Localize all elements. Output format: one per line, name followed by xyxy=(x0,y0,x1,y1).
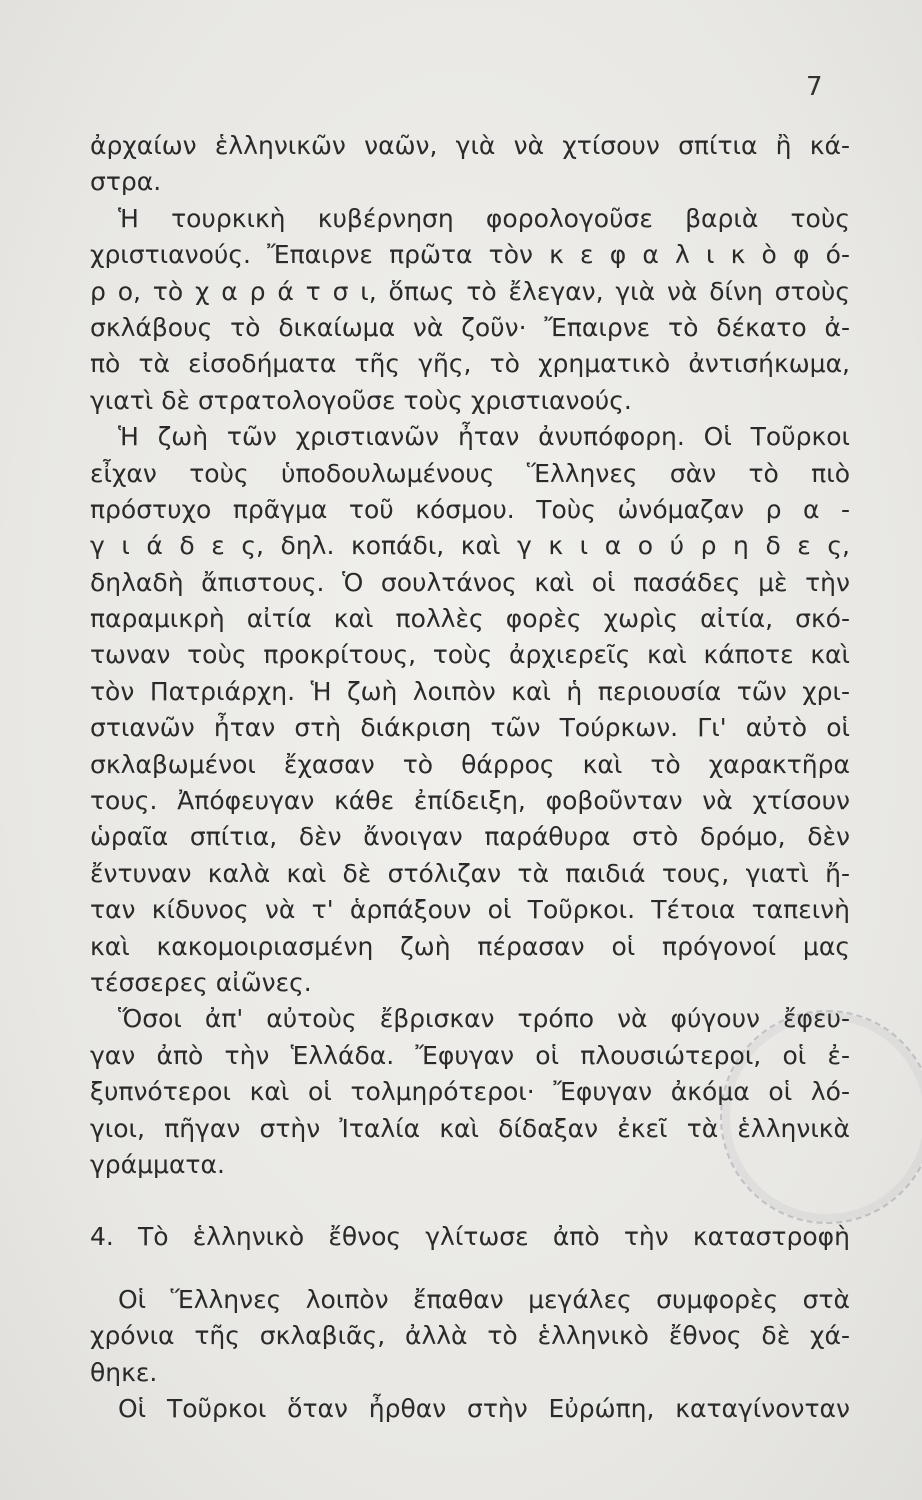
text-line: χρόνια τῆς σκλαβιᾶς, ἀλλὰ τὸ ἑλληνικὸ ἔθνος δὲ χά- xyxy=(90,1321,850,1351)
text-line: Οἱ Τοῦρκοι ὅταν ἦρθαν στὴν Εὐρώπη, καταγίνονταν xyxy=(118,1393,850,1423)
heading-spacer xyxy=(90,1256,850,1282)
text-line: Ἡ τουρκικὴ κυβέρνηση φορολογοῦσε βαριὰ τοὺς xyxy=(118,203,850,233)
text-line: στιανῶν ἦταν στὴ διάκριση τῶν Τούρκων. Γι' αὐτὸ οἱ xyxy=(90,713,850,743)
paragraph-2 xyxy=(90,201,850,419)
text-line: σκλάβους τὸ δικαίωμα νὰ ζοῦν· Ἔπαιρνε τὸ δέκατο ἀ- xyxy=(90,312,850,342)
text-line: χριστιανούς. Ἔπαιρνε πρῶτα τὸν κ ε φ α λ ι κ ὸ φ ό- xyxy=(90,240,850,270)
text-line: τωναν τοὺς προκρίτους, τοὺς ἀρχιερεῖς καὶ κάποτε καὶ xyxy=(90,640,850,670)
text-line: ρ ο, τὸ χ α ρ ά τ σ ι, ὅπως τὸ ἔλεγαν, γιὰ νὰ δίνη στοὺς xyxy=(90,276,850,306)
text-line: γιοι, πῆγαν στὴν Ἰταλία καὶ δίδαξαν ἐκεῖ τὰ ἑλληνικὰ xyxy=(90,1113,850,1143)
text-line: γ ι ά δ ε ς, δηλ. κοπάδι, καὶ γ κ ι α ο ύ ρ η δ ε ς, xyxy=(90,531,850,561)
text-line: ἔντυναν καλὰ καὶ δὲ στόλιζαν τὰ παιδιά τους, γιατὶ ἤ- xyxy=(90,858,850,888)
paragraph-3 xyxy=(90,419,850,1001)
text-line: τους. Ἀπόφευγαν κάθε ἐπίδειξη, φοβοῦνταν νὰ χτίσουν xyxy=(90,786,850,816)
text-line: δηλαδὴ ἄπιστους. Ὁ σουλτάνος καὶ οἱ πασάδες μὲ τὴν xyxy=(90,567,850,597)
text-line: θηκε. xyxy=(90,1357,158,1387)
paragraph-4 xyxy=(90,1001,850,1183)
text-line: γιατὶ δὲ στρατολογοῦσε τοὺς χριστιανούς. xyxy=(90,385,632,415)
text-line: στρα. xyxy=(90,167,162,197)
text-line: γράμματα. xyxy=(90,1149,225,1179)
text-line: εἶχαν τοὺς ὑποδουλωμένους Ἕλληνες σὰν τὸ πιὸ xyxy=(90,458,850,488)
text-line: τὸν Πατριάρχη. Ἡ ζωὴ λοιπὸν καὶ ἡ περιουσία τῶν χρι- xyxy=(90,676,850,706)
paragraph-1 xyxy=(90,128,850,201)
text-line: ἀρχαίων ἑλληνικῶν ναῶν, γιὰ νὰ χτίσουν σπίτια ἢ κά- xyxy=(90,131,850,160)
text-line: Οἱ Ἕλληνες λοιπὸν ἔπαθαν μεγάλες συμφορὲς στὰ xyxy=(118,1284,850,1314)
page-number: 7 xyxy=(806,72,823,102)
paragraph-5 xyxy=(90,1282,850,1391)
text-line: Ἡ ζωὴ τῶν χριστιανῶν ἦταν ἀνυπόφορη. Οἱ Τοῦρκοι xyxy=(118,422,850,452)
text-line: παραμικρὴ αἰτία καὶ πολλὲς φορὲς χωρὶς αἰτία, σκό- xyxy=(90,604,850,634)
text-line: ταν κίδυνος νὰ τ' ἁρπάξουν οἱ Τοῦρκοι. Τέτοια ταπεινὴ xyxy=(90,895,850,925)
text-line: Ὅσοι ἀπ' αὐτοὺς ἔβρισκαν τρόπο νὰ φύγουν ἔφευ- xyxy=(118,1004,850,1034)
text-line: γαν ἀπὸ τὴν Ἑλλάδα. Ἔφυγαν οἱ πλουσιώτεροι, οἱ ἐ- xyxy=(90,1040,850,1070)
paragraph-6 xyxy=(90,1391,850,1427)
text-line: σκλαβωμένοι ἔχασαν τὸ θάρρος καὶ τὸ χαρακτῆρα xyxy=(90,749,850,779)
text-line: ὡραῖα σπίτια, δὲν ἄνοιγαν παράθυρα στὸ δρόμο, δὲν xyxy=(90,822,850,852)
text-line: πρόστυχο πρᾶγμα τοῦ κόσμου. Τοὺς ὠνόμαζαν ρ α - xyxy=(90,494,850,524)
section-heading: 4. Τὸ ἑλληνικὸ ἔθνος γλίτωσε ἀπὸ τὴν καταστροφὴ xyxy=(90,1222,850,1252)
text-line: τέσσερες αἰῶνες. xyxy=(90,967,312,997)
body-text xyxy=(90,128,850,1427)
text-line: ξυπνότεροι καὶ οἱ τολμηρότεροι· Ἔφυγαν ἀκόμα οἱ λό- xyxy=(90,1077,850,1107)
section-spacer xyxy=(90,1183,850,1219)
text-line: καὶ κακομοιριασμένη ζωὴ πέρασαν οἱ πρόγονοί μας xyxy=(90,931,850,961)
text-line: πὸ τὰ εἰσοδήματα τῆς γῆς, τὸ χρηματικὸ ἀντισήκωμα, xyxy=(90,349,850,379)
